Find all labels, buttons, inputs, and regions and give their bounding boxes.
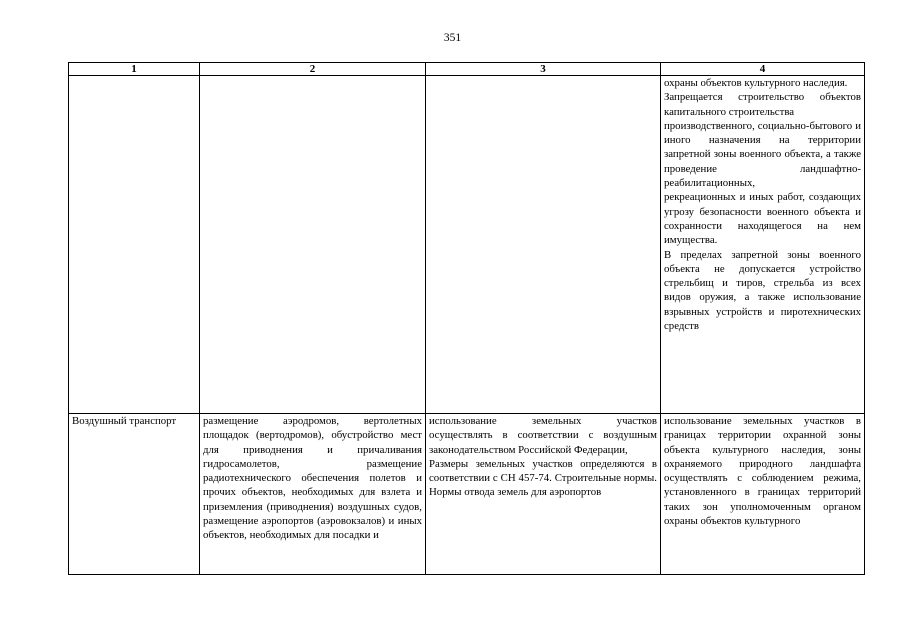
cell-paragraph: рекреационных и иных работ, создающих угрозу безопасности военного объекта и сохранности находящегося на нем имущества. xyxy=(664,191,861,247)
cell-paragraph: размещение аэродромов, вертолетных площадок (вертодромов), обустройство мест для приводнения и причаливания гидросамолетов, размещение радиотехнического обеспечения полетов и прочих объектов, необходимых для взлета и приземления (приводнения) воздушных судов, размещение аэропортов (аэровокзалов) и иных объектов, необходимых для посадки и xyxy=(203,415,422,542)
cell-paragraph: Размеры земельных участков определяются в соответствии с СН 457-74. Строительные нормы. Нормы отвода земель для аэропортов xyxy=(429,457,657,499)
cell-continuation-col4 xyxy=(661,76,865,414)
cell-paragraph: использование земельных участков в границах территории охранной зоны объекта культурного наследия, зоны охраняемого природного ландшафта осуществлять с соблюдением режима, установленного в границах территорий таких зон уполномоченным органом охраны объектов культурного xyxy=(664,415,861,528)
table-row-continuation xyxy=(69,76,865,414)
cell-paragraph: охраны объектов культурного наследия. xyxy=(664,77,848,89)
cell-air-transport-col2 xyxy=(200,414,426,575)
cell-air-transport-col4 xyxy=(661,414,865,575)
column-header-3: 3 xyxy=(426,63,661,76)
cell-paragraph: Запрещается строительство объектов капитального строительства xyxy=(664,91,861,118)
cell-paragraph: Воздушный транспорт xyxy=(72,415,177,427)
cell-paragraph: использование земельных участков осуществлять в соответствии с воздушным законодательством Российской Федерации, xyxy=(429,415,657,456)
column-header-2: 2 xyxy=(200,63,426,76)
table-header-row xyxy=(69,63,865,76)
page-number: 351 xyxy=(443,32,462,44)
cell-paragraph: производственного, социально-бытового и иного назначения на территории запретной зоны военного объекта, а также проведение ландшафтно-реабилитационных, xyxy=(664,119,861,190)
land-use-table xyxy=(68,62,865,575)
column-header-1: 1 xyxy=(69,63,200,76)
table-row-air-transport xyxy=(69,414,865,575)
cell-air-transport-col3 xyxy=(426,414,661,575)
cell-paragraph: В пределах запретной зоны военного объекта не допускается устройство стрельбищ и тиров, стрельба из всех видов оружия, а также использование взрывных устройств и пиротехнических средств xyxy=(664,248,861,333)
cell-continuation-col2 xyxy=(200,76,426,414)
cell-continuation-col3 xyxy=(426,76,661,414)
cell-continuation-col1 xyxy=(69,76,200,414)
column-header-4: 4 xyxy=(661,63,865,76)
cell-air-transport-col1 xyxy=(69,414,200,575)
